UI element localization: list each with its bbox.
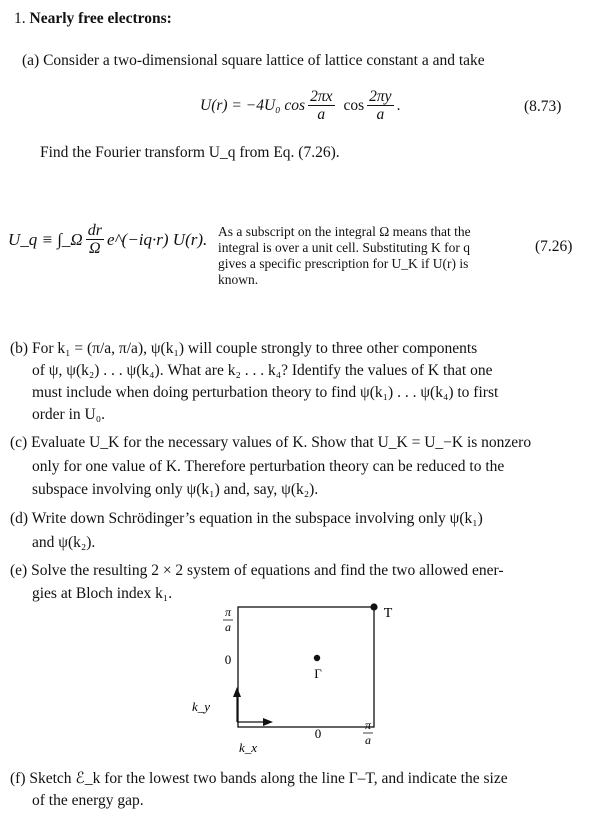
part-b-line1 bbox=[10, 338, 477, 360]
part-d-line2: and ψ(k₂). bbox=[32, 534, 96, 551]
eq726-frac-den: Ω bbox=[89, 240, 101, 257]
problem-heading bbox=[14, 8, 172, 30]
part-e-line2: gies at Bloch index k₁. bbox=[32, 585, 173, 602]
part-a-task: Find the Fourier transform U_q from Eq. (7.26). bbox=[40, 144, 340, 161]
part-a-text: Consider a two-dimensional square lattice of lattice constant a and take bbox=[43, 52, 485, 69]
x-right-den: a bbox=[365, 733, 371, 747]
eq726-number: (7.26) bbox=[535, 238, 573, 255]
problem-number: 1. bbox=[14, 10, 26, 27]
eq726-frac-num: dr bbox=[87, 222, 102, 239]
part-d-line1 bbox=[10, 508, 483, 530]
part-f-line1 bbox=[10, 768, 508, 790]
eq726-note: As a subscript on the integral Ω means that the integral is over a unit cell. Substituting K for q gives a specific prescription for U_K if U(r) is known. bbox=[218, 224, 471, 287]
kx-label: k_x bbox=[238, 740, 258, 755]
part-c-text1: Evaluate U_K for the necessary values of K. Show that U_K = U_−K is nonzero bbox=[31, 434, 532, 451]
part-b-line2: of ψ, ψ(k₂) . . . ψ(k₄). What are k₂ . . . k₄? Identify the values of K that one bbox=[32, 362, 493, 379]
problem-title: Nearly free electrons: bbox=[29, 10, 172, 27]
part-e-label: (e) bbox=[10, 562, 28, 579]
eq873-cos2: cos bbox=[343, 96, 365, 114]
zone-square bbox=[238, 607, 374, 727]
part-b-line4: order in U₀. bbox=[32, 406, 105, 423]
kx-arrow-head bbox=[263, 718, 273, 726]
part-e-text1: Solve the resulting 2 × 2 system of equations and find the two allowed ener- bbox=[31, 562, 504, 579]
eq873-frac2 bbox=[367, 88, 393, 123]
y-zero-label: 0 bbox=[224, 652, 232, 667]
eq873-frac1-den: a bbox=[317, 106, 326, 123]
part-b-line3: must include when doing perturbation theory to find ψ(k₁) . . . ψ(k₄) to first bbox=[32, 384, 499, 401]
part-d-text1: Write down Schrödinger’s equation in the subspace involving only ψ(k₁) bbox=[31, 510, 483, 527]
eq873-frac1 bbox=[308, 88, 334, 123]
part-a-intro bbox=[22, 50, 485, 72]
brillouin-zone-figure bbox=[180, 598, 400, 760]
x-zero-label: 0 bbox=[314, 726, 322, 741]
eq873-end: . bbox=[396, 96, 401, 114]
eq873-lhs: U(r) = −4U₀ cos bbox=[200, 96, 306, 114]
equation-8-73 bbox=[200, 88, 400, 123]
point-gamma-dot bbox=[314, 655, 320, 661]
part-c-line2: only for one value of K. Therefore perturbation theory can be reduced to the bbox=[32, 458, 505, 475]
eq726-rhs: e^(−iq·r) U(r). bbox=[106, 229, 208, 249]
y-top-num: π bbox=[224, 605, 232, 619]
part-f-line2: of the energy gap. bbox=[32, 792, 144, 809]
part-f-text1: Sketch ℰ_k for the lowest two bands along the line Γ–T, and indicate the size bbox=[29, 770, 508, 787]
equation-7-26 bbox=[8, 222, 207, 257]
eq873-frac1-num: 2πx bbox=[310, 88, 333, 105]
part-f-label: (f) bbox=[10, 770, 26, 787]
part-e-line1 bbox=[10, 560, 504, 582]
eq726-lhs: U_q ≡ ∫_Ω bbox=[8, 229, 83, 249]
ky-arrow-head bbox=[233, 687, 241, 697]
y-top-den: a bbox=[225, 620, 231, 634]
eq873-frac2-num: 2πy bbox=[369, 88, 392, 105]
ky-label: k_y bbox=[191, 699, 211, 714]
part-d-label: (d) bbox=[10, 510, 29, 527]
part-a-label: (a) bbox=[22, 52, 40, 69]
eq873-number: (8.73) bbox=[524, 98, 562, 115]
part-c-line3: subspace involving only ψ(k₁) and, say, ψ(k₂). bbox=[32, 481, 319, 498]
x-right-num: π bbox=[364, 718, 372, 732]
part-b-label: (b) bbox=[10, 340, 29, 357]
part-c-label: (c) bbox=[10, 434, 28, 451]
eq873-frac2-den: a bbox=[376, 106, 385, 123]
eq726-frac bbox=[86, 222, 104, 257]
part-b-text1: For k₁ = (π/a, π/a), ψ(k₁) will couple strongly to three other components bbox=[31, 340, 478, 357]
part-c-line1 bbox=[10, 432, 531, 454]
point-T-dot bbox=[370, 603, 377, 610]
corner-label-T: T bbox=[383, 606, 393, 621]
center-label-gamma: Γ bbox=[314, 666, 322, 681]
